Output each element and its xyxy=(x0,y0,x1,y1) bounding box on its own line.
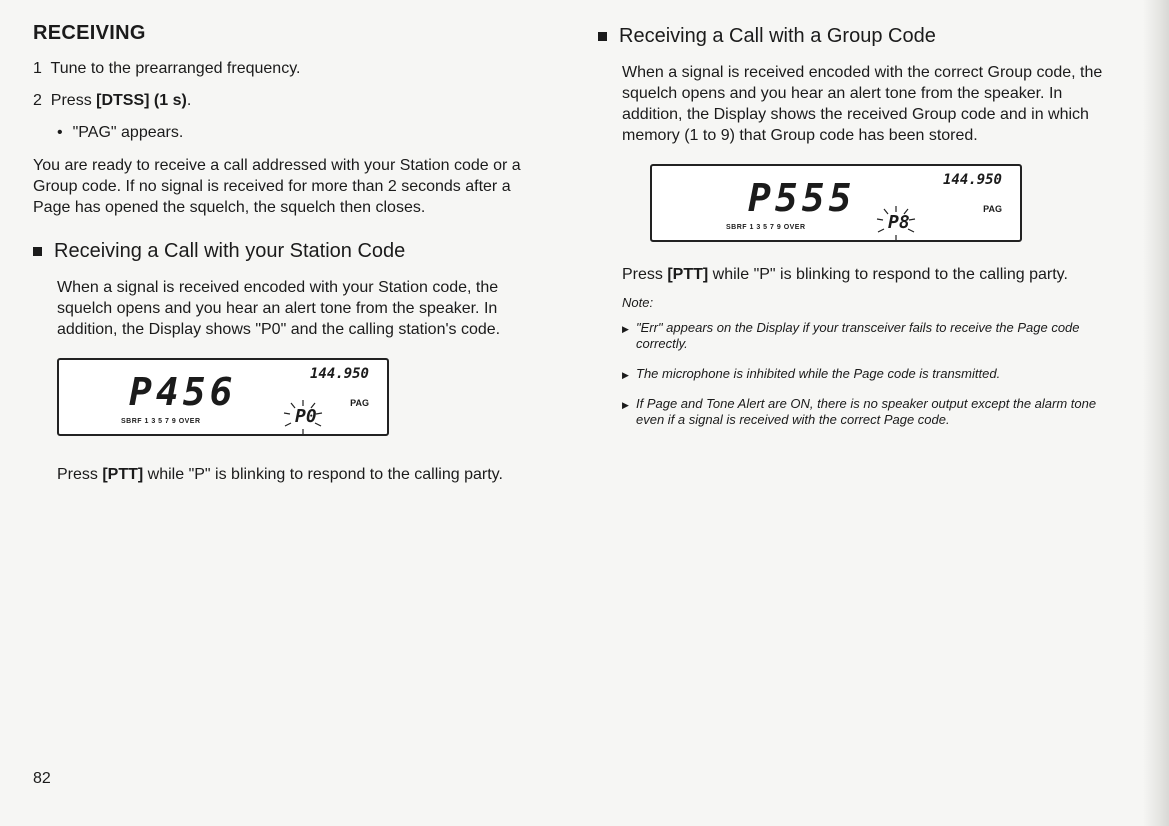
step-2 xyxy=(33,91,533,111)
note-item xyxy=(622,396,1118,428)
station-code-paragraph: When a signal is received encoded with your Station code, the squelch opens and you hear an alert tone from the speaker. In addition, the Display shows "P0" and the calling station's code. xyxy=(57,279,501,338)
lcd-s-meter-scale: SBRF 1 3 5 7 9 OVER xyxy=(726,224,806,231)
lcd-channel-code: P0 xyxy=(295,406,317,427)
lcd-frequency: 144.950 xyxy=(942,172,1002,188)
square-bullet-icon xyxy=(598,32,607,41)
lcd-main-code: P555 xyxy=(748,176,856,220)
step-1-text: Tune to the prearranged frequency. xyxy=(50,60,301,77)
bullet-dot-icon: • xyxy=(57,124,63,141)
press-ptt-pre: Press xyxy=(622,266,668,283)
press-ptt-post: while "P" is blinking to respond to the calling party. xyxy=(708,266,1068,283)
page-number: 82 xyxy=(33,770,51,787)
step-1-number: 1 xyxy=(33,60,42,77)
step-2-text-pre: Press xyxy=(50,92,97,109)
ready-paragraph: You are ready to receive a call addressed with your Station code or a Group code. If no signal is received for more than 2 seconds after a Page has opened the squelch, the squelch then closes. xyxy=(33,157,521,216)
lcd-display-station xyxy=(57,358,389,436)
section-title: RECEIVING xyxy=(33,22,146,44)
lcd-pag-indicator: PAG xyxy=(350,398,369,408)
ptt-key-label: [PTT] xyxy=(667,266,709,283)
notes-section xyxy=(598,295,1118,428)
note-title: Note: xyxy=(622,295,654,310)
lcd-display-group xyxy=(650,164,1022,242)
step-1 xyxy=(33,59,533,79)
square-bullet-icon xyxy=(33,247,42,256)
note-text: The microphone is inhibited while the Page code is transmitted. xyxy=(636,366,1001,381)
bullet-pag-text: "PAG" appears. xyxy=(72,124,184,141)
group-code-paragraph: When a signal is received encoded with the correct Group code, the squelch opens and you hear an alert tone from the speaker. In addition, the Display shows the received Group code and in which memory (1 to 9) that Group code has been stored. xyxy=(622,64,1103,144)
station-code-heading xyxy=(33,240,533,263)
step-2-number: 2 xyxy=(33,92,42,109)
lcd-channel-code: P8 xyxy=(888,212,910,233)
group-code-heading xyxy=(598,25,1118,48)
lcd-pag-indicator: PAG xyxy=(983,204,1002,214)
triangle-bullet-icon: ▶ xyxy=(622,324,629,334)
lcd-s-meter-scale: SBRF 1 3 5 7 9 OVER xyxy=(121,418,201,425)
left-column xyxy=(33,22,533,485)
right-column xyxy=(598,22,1118,442)
dtss-key-label: [DTSS] (1 s) xyxy=(96,92,187,109)
note-item xyxy=(622,320,1118,352)
lcd-main-code: P456 xyxy=(129,370,237,414)
press-ptt-pre: Press xyxy=(57,466,103,483)
triangle-bullet-icon: ▶ xyxy=(622,370,629,380)
triangle-bullet-icon: ▶ xyxy=(622,400,629,410)
press-ptt-instruction-left xyxy=(33,464,533,485)
note-item xyxy=(622,366,1118,382)
ptt-key-label: [PTT] xyxy=(102,466,144,483)
group-code-heading-text: Receiving a Call with a Group Code xyxy=(619,25,936,47)
press-ptt-post: while "P" is blinking to respond to the calling party. xyxy=(143,466,503,483)
page-edge-shadow xyxy=(1143,0,1169,826)
press-ptt-instruction-right xyxy=(598,264,1118,285)
lcd-frequency: 144.950 xyxy=(309,366,369,382)
station-code-heading-text: Receiving a Call with your Station Code xyxy=(54,240,406,262)
note-text: If Page and Tone Alert are ON, there is no speaker output except the alarm tone even if a signal is received with the correct Page code. xyxy=(636,396,1097,427)
step-2-text-post: . xyxy=(186,92,192,109)
note-text: "Err" appears on the Display if your transceiver fails to receive the Page code correctly. xyxy=(636,320,1080,351)
bullet-pag xyxy=(57,123,533,143)
